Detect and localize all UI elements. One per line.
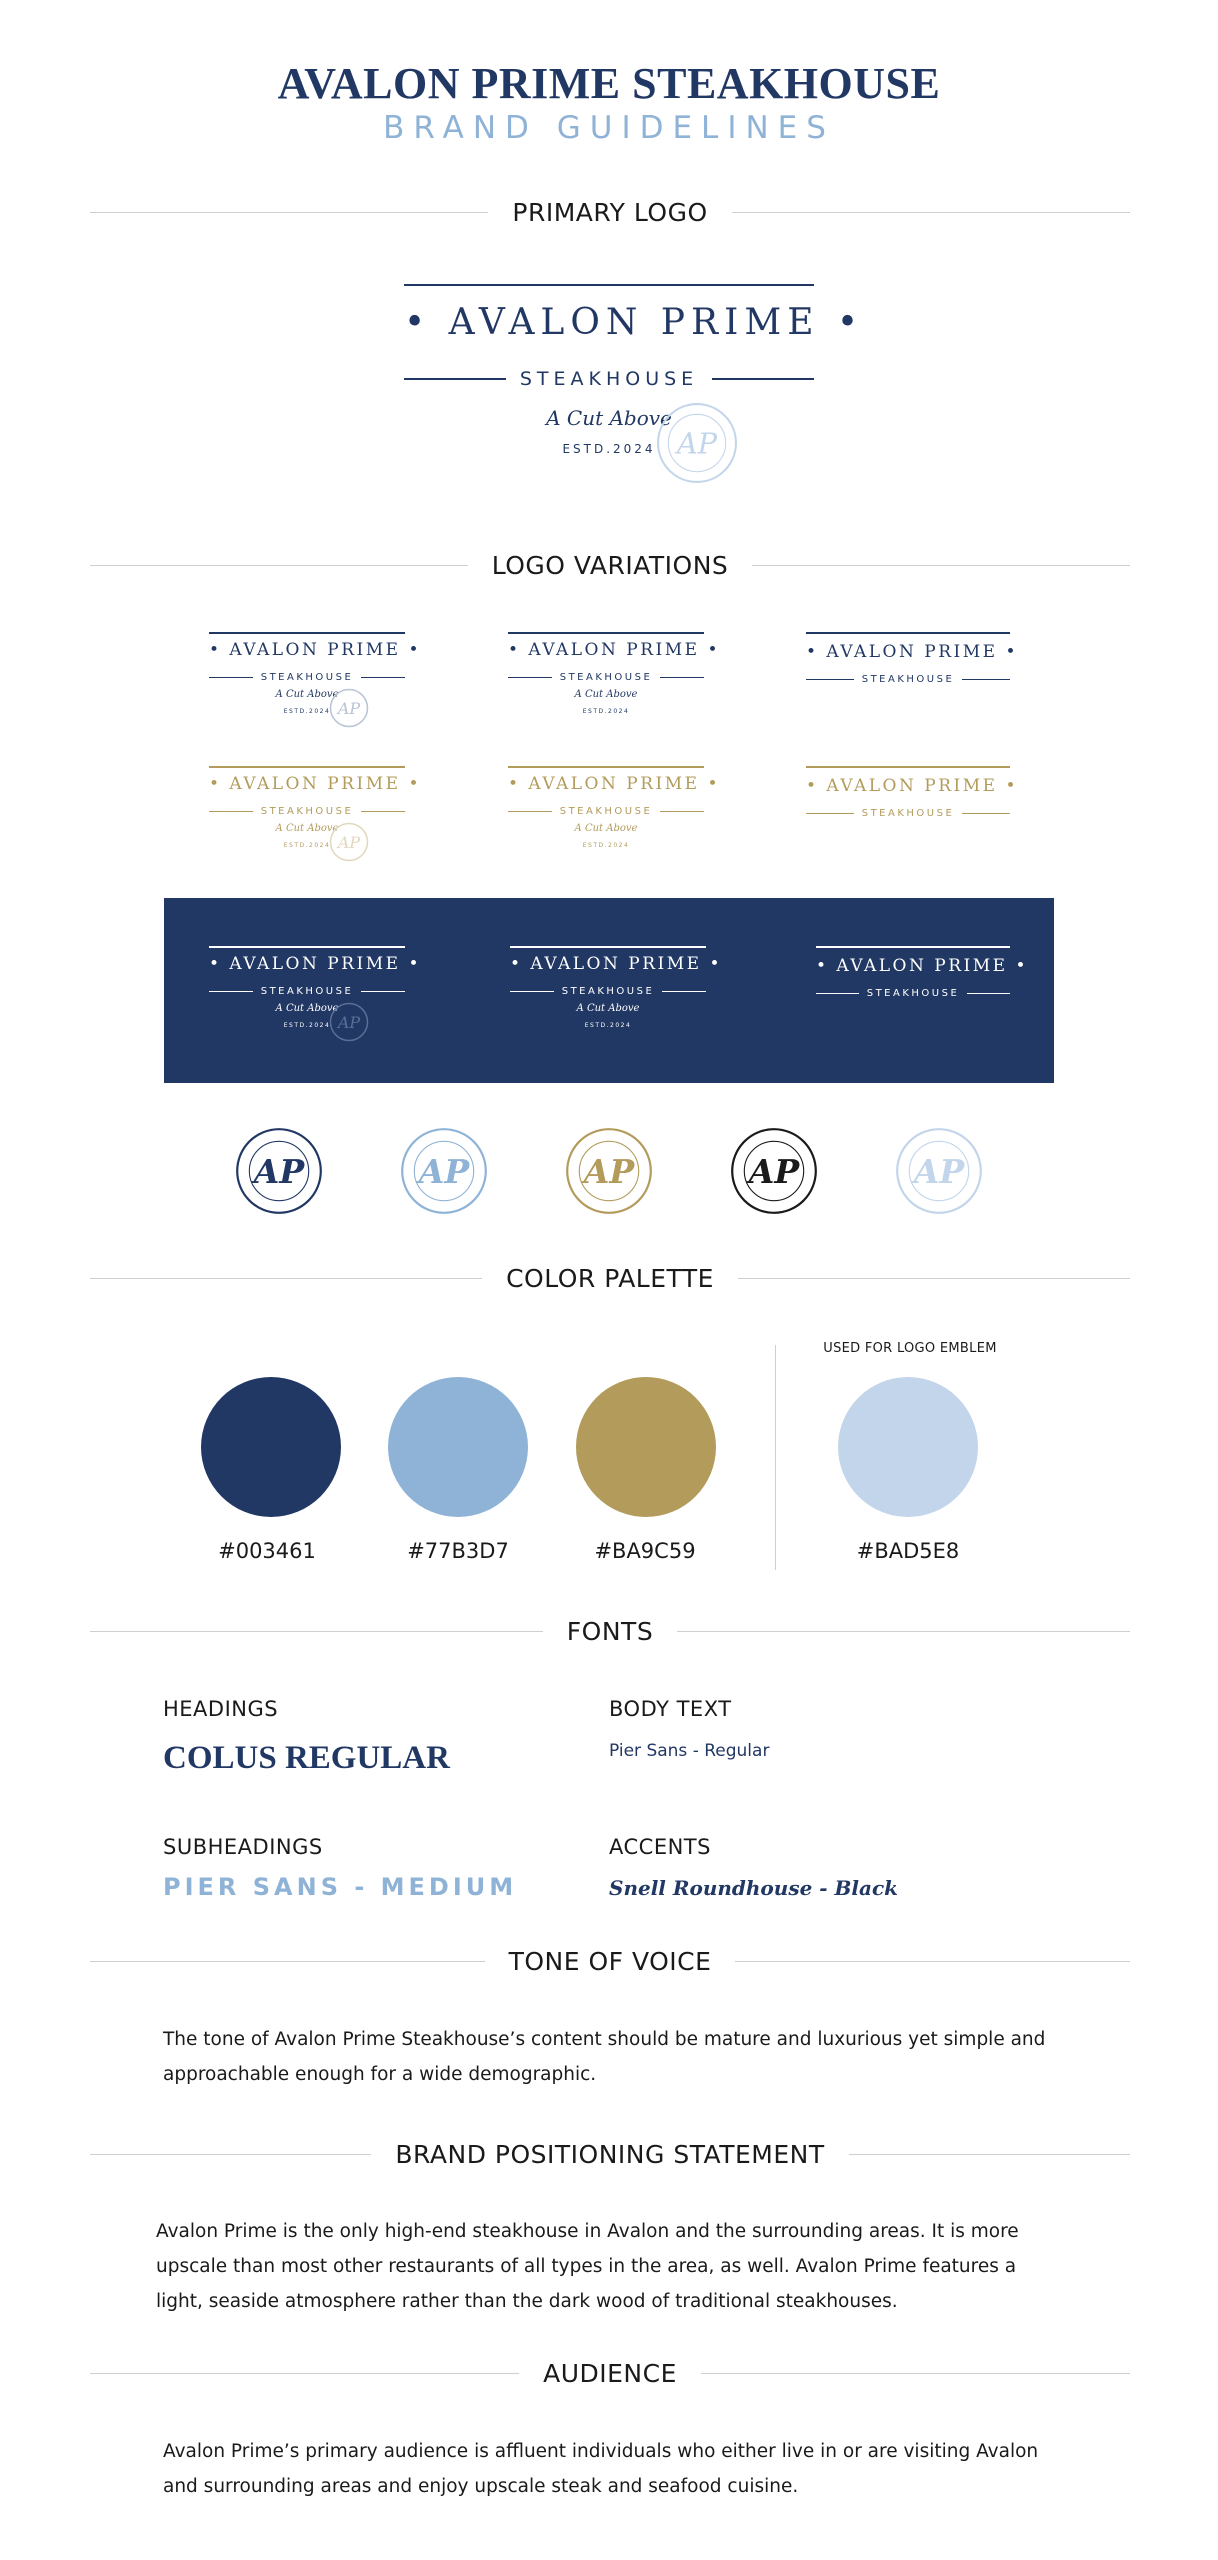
section-title: BRAND POSITIONING STATEMENT bbox=[395, 2139, 825, 2169]
section-header-logo-variations bbox=[90, 547, 1130, 583]
svg-text:AP: AP bbox=[583, 1152, 635, 1192]
logo-name: • AVALON PRIME • bbox=[816, 956, 1028, 976]
logo-steakhouse: STEAKHOUSE bbox=[866, 988, 960, 999]
font-headings-label: HEADINGS bbox=[163, 1697, 279, 1721]
swatch-light-blue bbox=[388, 1377, 528, 1517]
section-header-primary-logo bbox=[90, 194, 1130, 230]
section-header-audience bbox=[90, 2355, 1130, 2391]
brand-subtitle: BRAND GUIDELINES bbox=[383, 110, 835, 146]
section-title: LOGO VARIATIONS bbox=[491, 550, 729, 580]
logo-variation-gold-full bbox=[209, 766, 421, 866]
logo-variation-white-simple bbox=[816, 946, 1028, 1006]
logo-tagline: A Cut Above bbox=[576, 1003, 640, 1014]
font-body-label: BODY TEXT bbox=[609, 1697, 732, 1721]
logo-established: ESTD.2024 bbox=[283, 842, 331, 849]
logo-established: ESTD.2024 bbox=[283, 1022, 331, 1029]
logo-name: • AVALON PRIME • bbox=[806, 776, 1018, 796]
logo-variation-navy-tagline bbox=[508, 632, 720, 722]
logo-emblem-icon bbox=[329, 688, 369, 728]
logo-emblem-icon bbox=[329, 822, 369, 862]
logo-established: ESTD.2024 bbox=[582, 708, 630, 715]
swatch-gold-hex: #BA9C59 bbox=[594, 1539, 696, 1563]
emblem-black-icon bbox=[730, 1127, 818, 1215]
svg-text:AP: AP bbox=[748, 1152, 800, 1192]
font-subheadings-sample: PIER SANS - MEDIUM bbox=[163, 1873, 518, 1901]
svg-text:AP: AP bbox=[337, 1013, 361, 1032]
emblem-navy-icon bbox=[235, 1127, 323, 1215]
font-subheadings-label: SUBHEADINGS bbox=[163, 1835, 323, 1859]
logo-steakhouse: STEAKHOUSE bbox=[559, 806, 653, 817]
section-header-fonts bbox=[90, 1613, 1130, 1649]
logo-steakhouse: STEAKHOUSE bbox=[561, 986, 655, 997]
logo-steakhouse: STEAKHOUSE bbox=[260, 672, 354, 683]
logo-established: ESTD.2024 bbox=[584, 1022, 632, 1029]
audience-text: Avalon Prime’s primary audience is affluent individuals who either live in or are visiting Avalon and surrounding areas and enjoy upscale steak and seafood cuisine. bbox=[163, 2441, 1039, 2497]
brand-title: AVALON PRIME STEAKHOUSE bbox=[277, 59, 941, 108]
logo-variation-gold-tagline bbox=[508, 766, 720, 856]
palette-divider bbox=[775, 1345, 776, 1570]
logo-established: ESTD.2024 bbox=[582, 842, 630, 849]
logo-top-rule bbox=[404, 284, 814, 286]
svg-text:AP: AP bbox=[337, 699, 361, 718]
svg-text:AP: AP bbox=[418, 1152, 470, 1192]
logo-steakhouse-row bbox=[404, 368, 814, 390]
logo-steakhouse: STEAKHOUSE bbox=[861, 674, 955, 685]
font-accents-label: ACCENTS bbox=[609, 1835, 711, 1859]
tone-of-voice-text: The tone of Avalon Prime Steakhouse’s content should be mature and luxurious yet simple and approachable enough for a wide demographic. bbox=[163, 2029, 1046, 2085]
emblem-color-note: USED FOR LOGO EMBLEM bbox=[823, 1341, 997, 1356]
swatch-navy bbox=[201, 1377, 341, 1517]
section-title: PRIMARY LOGO bbox=[512, 197, 708, 227]
svg-text:AP: AP bbox=[913, 1152, 965, 1192]
primary-logo bbox=[404, 284, 865, 494]
logo-emblem-icon bbox=[656, 402, 738, 484]
font-accents-sample: Snell Roundhouse - Black bbox=[609, 1876, 899, 1900]
logo-tagline: A Cut Above bbox=[275, 1003, 339, 1014]
logo-established: ESTD.2024 bbox=[562, 442, 656, 456]
section-title: TONE OF VOICE bbox=[508, 1946, 712, 1976]
logo-name: • AVALON PRIME • bbox=[510, 954, 722, 974]
svg-text:AP: AP bbox=[676, 426, 718, 461]
logo-name: • AVALON PRIME • bbox=[209, 954, 421, 974]
logo-tagline: A Cut Above bbox=[574, 689, 638, 700]
section-title: COLOR PALETTE bbox=[506, 1263, 714, 1293]
svg-text:AP: AP bbox=[253, 1152, 305, 1192]
logo-variation-navy-simple bbox=[806, 632, 1018, 692]
logo-variation-navy-full bbox=[209, 632, 421, 732]
logo-tagline: A Cut Above bbox=[275, 823, 339, 834]
logo-variation-gold-simple bbox=[806, 766, 1018, 826]
font-headings-sample: COLUS REGULAR bbox=[163, 1740, 450, 1776]
logo-name: • AVALON PRIME • bbox=[806, 642, 1018, 662]
brand-positioning-text: Avalon Prime is the only high-end steakhouse in Avalon and the surrounding areas. It is more upscale than most other restaurants of all types in the area, as well. Avalon Prime features a light, seaside atmosphere rather than the dark wood of traditional steakhouses. bbox=[156, 2221, 1019, 2312]
logo-steakhouse: STEAKHOUSE bbox=[559, 672, 653, 683]
logo-name: • AVALON PRIME • bbox=[209, 774, 421, 794]
logo-tagline: A Cut Above bbox=[275, 689, 339, 700]
logo-name: • AVALON PRIME • bbox=[508, 774, 720, 794]
svg-text:AP: AP bbox=[337, 833, 361, 852]
section-title: FONTS bbox=[566, 1616, 654, 1646]
section-header-color-palette bbox=[90, 1260, 1130, 1296]
swatch-gold bbox=[576, 1377, 716, 1517]
logo-tagline: A Cut Above bbox=[574, 823, 638, 834]
logo-variation-white-full bbox=[209, 946, 421, 1046]
section-header-tone-of-voice bbox=[90, 1943, 1130, 1979]
logo-name: • AVALON PRIME • bbox=[508, 640, 720, 660]
logo-tagline: A Cut Above bbox=[546, 406, 672, 430]
section-header-brand-positioning bbox=[90, 2136, 1130, 2172]
swatch-pale-blue bbox=[838, 1377, 978, 1517]
emblem-pale-blue-icon bbox=[895, 1127, 983, 1215]
swatch-light-blue-hex: #77B3D7 bbox=[407, 1539, 509, 1563]
swatch-pale-blue-hex: #BAD5E8 bbox=[856, 1539, 960, 1563]
logo-emblem-icon bbox=[329, 1002, 369, 1042]
emblem-gold-icon bbox=[565, 1127, 653, 1215]
logo-steakhouse: STEAKHOUSE bbox=[260, 986, 354, 997]
logo-name: • AVALON PRIME • bbox=[404, 302, 865, 343]
logo-steakhouse: STEAKHOUSE bbox=[519, 368, 699, 390]
logo-steakhouse: STEAKHOUSE bbox=[861, 808, 955, 819]
logo-steakhouse: STEAKHOUSE bbox=[260, 806, 354, 817]
logo-name: • AVALON PRIME • bbox=[209, 640, 421, 660]
logo-variation-white-tagline bbox=[510, 946, 722, 1036]
logo-established: ESTD.2024 bbox=[283, 708, 331, 715]
font-body-sample: Pier Sans - Regular bbox=[609, 1741, 770, 1761]
section-title: AUDIENCE bbox=[543, 2358, 677, 2388]
emblem-light-blue-icon bbox=[400, 1127, 488, 1215]
swatch-navy-hex: #003461 bbox=[218, 1539, 316, 1563]
